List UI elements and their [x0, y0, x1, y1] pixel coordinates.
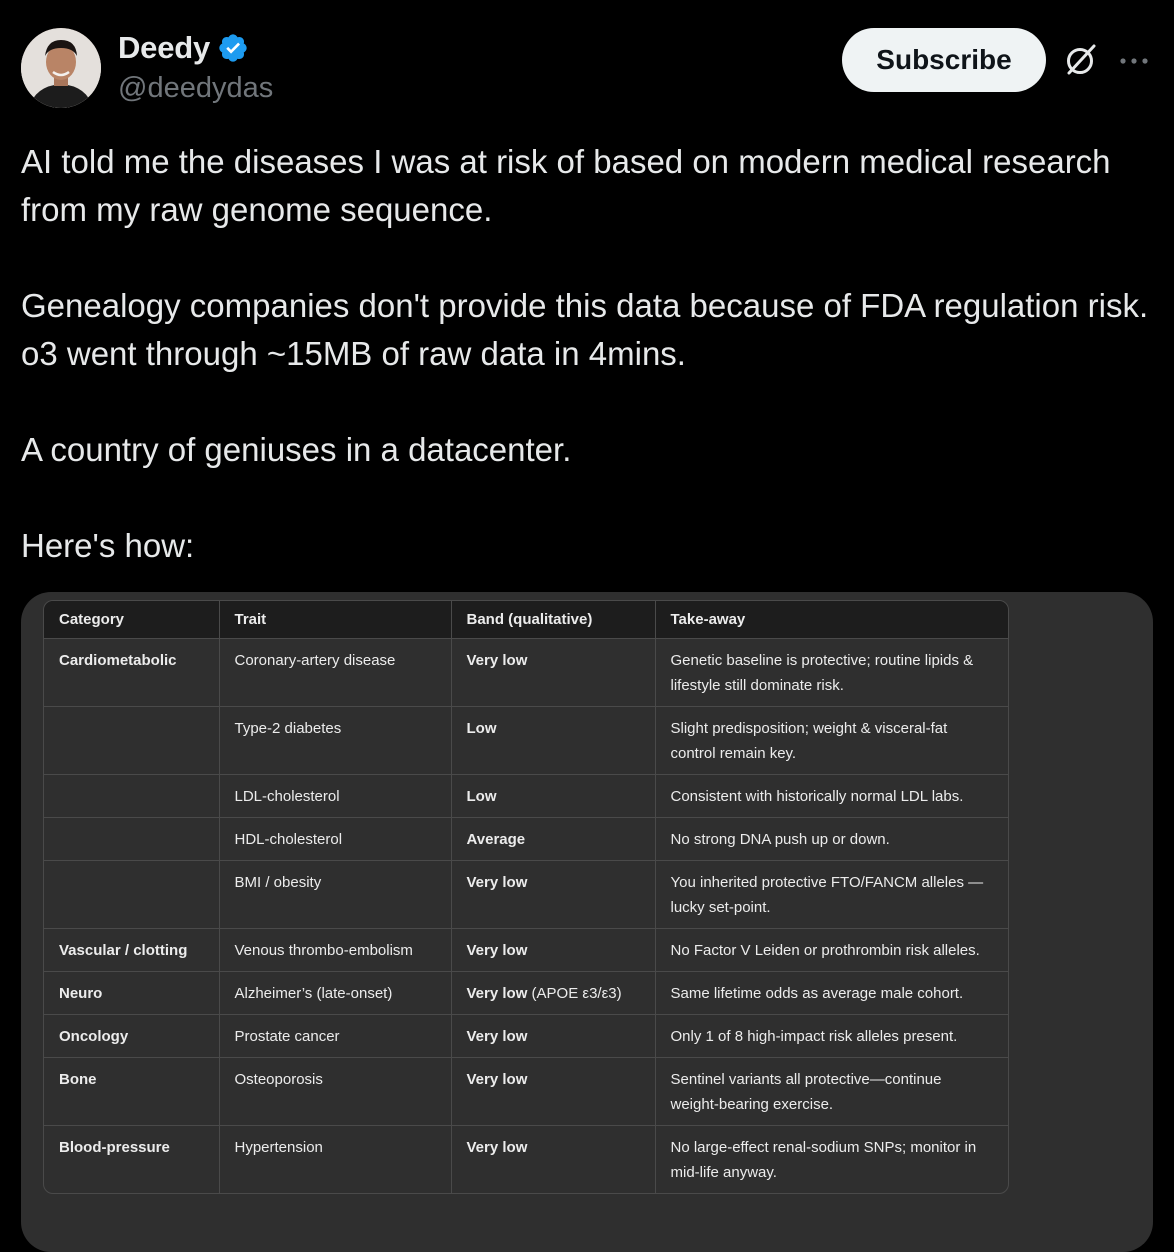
- cell-band: [451, 639, 655, 707]
- table-row: [44, 1126, 1008, 1194]
- grok-icon[interactable]: [1063, 42, 1099, 78]
- band-value: Very low: [466, 985, 528, 1002]
- avatar-portrait: [21, 28, 101, 108]
- cell-takeaway: Same lifetime odds as average male cohort.: [655, 972, 1008, 1015]
- cell-trait: BMI / obesity: [219, 861, 451, 929]
- cell-trait: LDL-cholesterol: [219, 775, 451, 818]
- cell-band: [451, 775, 655, 818]
- cell-band: [451, 818, 655, 861]
- table-row: [44, 1058, 1008, 1126]
- table-row: [44, 972, 1008, 1015]
- more-icon[interactable]: [1117, 44, 1151, 78]
- cell-band: [451, 1015, 655, 1058]
- table-row: [44, 639, 1008, 707]
- header-trait: Trait: [219, 601, 451, 639]
- cell-trait: Coronary-artery disease: [219, 639, 451, 707]
- band-value: Very low: [466, 942, 528, 959]
- cell-category: Vascular / clotting: [44, 929, 219, 972]
- genome-risk-table-container: [43, 600, 1009, 1194]
- cell-band: [451, 861, 655, 929]
- cell-takeaway: No Factor V Leiden or prothrombin risk alleles.: [655, 929, 1008, 972]
- header-band: Band (qualitative): [451, 601, 655, 639]
- cell-category: [44, 707, 219, 775]
- subscribe-button[interactable]: Subscribe: [842, 28, 1046, 92]
- table-header-row: [44, 601, 1008, 639]
- band-value: Low: [466, 720, 497, 737]
- table-row: [44, 929, 1008, 972]
- cell-takeaway: No strong DNA push up or down.: [655, 818, 1008, 861]
- cell-trait: Venous thrombo-embolism: [219, 929, 451, 972]
- cell-trait: Hypertension: [219, 1126, 451, 1194]
- tweet-paragraph: Genealogy companies don't provide this data because of FDA regulation risk. o3 went through ~15MB of raw data in 4mins.: [21, 287, 1149, 372]
- band-detail: (APOE ε3/ε3): [527, 985, 622, 1002]
- author-display-name[interactable]: Deedy: [118, 30, 211, 65]
- tweet-paragraph: A country of geniuses in a datacenter.: [21, 431, 572, 468]
- cell-takeaway: Genetic baseline is protective; routine lipids & lifestyle still dominate risk.: [655, 639, 1008, 707]
- table-row: [44, 707, 1008, 775]
- cell-takeaway: Sentinel variants all protective—continue weight-bearing exercise.: [655, 1058, 1008, 1126]
- table-row: [44, 861, 1008, 929]
- cell-category: Bone: [44, 1058, 219, 1126]
- tweet-paragraph: AI told me the diseases I was at risk of based on modern medical research from my raw genome sequence.: [21, 143, 1111, 228]
- cell-band: [451, 1126, 655, 1194]
- band-value: Very low: [466, 1071, 528, 1088]
- cell-trait: Prostate cancer: [219, 1015, 451, 1058]
- cell-category: Cardiometabolic: [44, 639, 219, 707]
- cell-band: [451, 929, 655, 972]
- cell-takeaway: Only 1 of 8 high-impact risk alleles present.: [655, 1015, 1008, 1058]
- cell-category: [44, 861, 219, 929]
- cell-trait: Type-2 diabetes: [219, 707, 451, 775]
- author-name-row: [118, 30, 249, 66]
- cell-category: Oncology: [44, 1015, 219, 1058]
- cell-takeaway: Slight predisposition; weight & visceral-fat control remain key.: [655, 707, 1008, 775]
- cell-band: [451, 972, 655, 1015]
- tweet-text: [21, 138, 1156, 570]
- cell-band: [451, 707, 655, 775]
- cell-band: [451, 1058, 655, 1126]
- cell-takeaway: You inherited protective FTO/FANCM alleles —lucky set-point.: [655, 861, 1008, 929]
- tweet-media-image[interactable]: [21, 592, 1153, 1252]
- header-category: Category: [44, 601, 219, 639]
- cell-category: [44, 775, 219, 818]
- band-value: Very low: [466, 1139, 528, 1156]
- header-takeaway: Take-away: [655, 601, 1008, 639]
- table-row: [44, 775, 1008, 818]
- cell-trait: Osteoporosis: [219, 1058, 451, 1126]
- tweet-paragraph: Here's how:: [21, 527, 195, 564]
- cell-trait: HDL-cholesterol: [219, 818, 451, 861]
- cell-category: [44, 818, 219, 861]
- author-handle[interactable]: @deedydas: [118, 72, 274, 104]
- cell-category: Neuro: [44, 972, 219, 1015]
- cell-takeaway: No large-effect renal-sodium SNPs; monitor in mid-life anyway.: [670, 1139, 977, 1181]
- band-value: Very low: [466, 874, 528, 891]
- band-value: Average: [466, 831, 526, 848]
- cell-takeaway: Consistent with historically normal LDL labs.: [655, 775, 1008, 818]
- author-avatar[interactable]: [21, 28, 101, 108]
- cell-trait: Alzheimer’s (late-onset): [219, 972, 451, 1015]
- band-value: Very low: [466, 652, 528, 669]
- band-value: Very low: [466, 1028, 528, 1045]
- verified-badge-icon[interactable]: [217, 32, 249, 64]
- table-row: [44, 818, 1008, 861]
- genome-risk-table: [44, 601, 1008, 1193]
- cell-category: Blood-pressure: [44, 1126, 219, 1194]
- table-row: [44, 1015, 1008, 1058]
- band-value: Low: [466, 788, 497, 805]
